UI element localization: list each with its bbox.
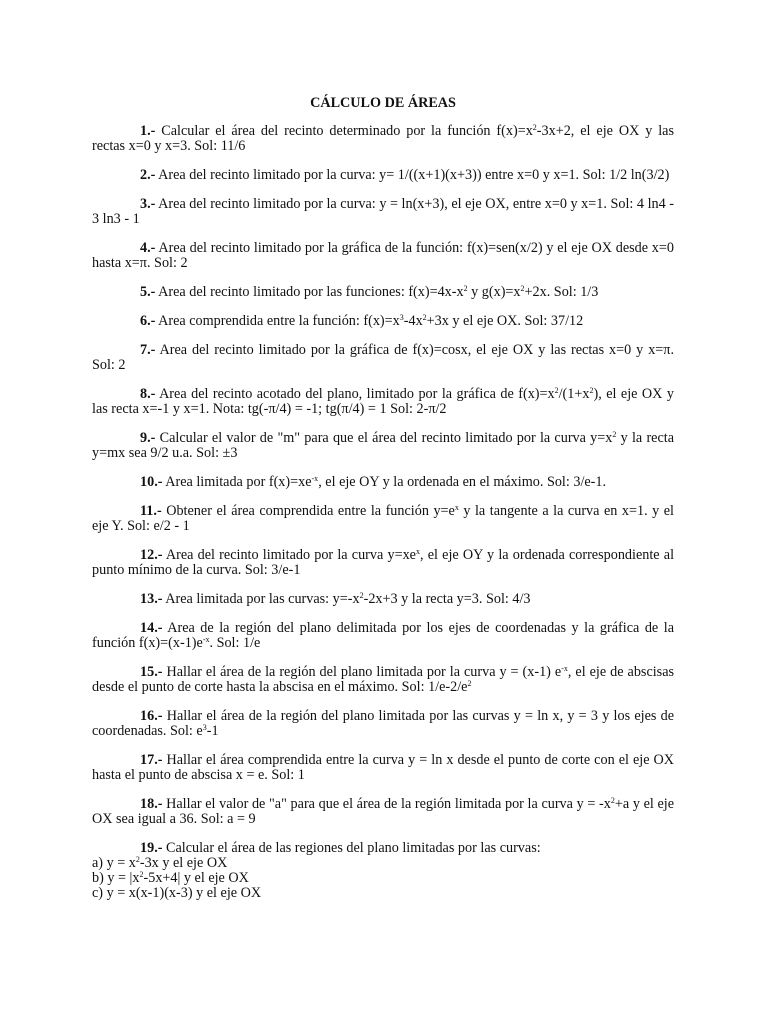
- problem-item: [92, 592, 674, 607]
- problem-text: 15.- Hallar el área de la región del plano limitada por la curva y = (x-1) $e^{-x}$, el eje de abscisas desde el punto de corte hasta la abscisa en el máximo. Sol: $1/e-2/e^2$: [92, 664, 675, 695]
- document-title: CÁLCULO DE ÁREAS: [310, 95, 456, 111]
- problem-text: 4.- Area del recinto limitado por la gráfica de la función: f(x)=sen(x/2) y el eje OX desde x=0 hasta x=π. Sol: 2: [92, 240, 674, 271]
- problem-item: [92, 621, 674, 651]
- problem-number: 4.-: [140, 240, 156, 256]
- problem-item: [92, 314, 674, 329]
- problem-number: 9.-: [140, 430, 156, 446]
- problem-item: [92, 168, 674, 183]
- problem-item: [92, 387, 674, 417]
- problem-text: 19.- Calcular el área de las regiones del plano limitadas por las curvas:: [140, 840, 541, 856]
- problem-item: [92, 343, 674, 373]
- problem-number: 18.-: [140, 796, 163, 812]
- problem-number: 16.-: [140, 708, 163, 724]
- problem-number: 19.-: [140, 840, 163, 856]
- problem-number: 5.-: [140, 284, 156, 300]
- problem-number: 8.-: [140, 386, 156, 402]
- problem-number: 3.-: [140, 196, 156, 212]
- problem-text: 17.- Hallar el área comprendida entre la curva y = ln x desde el punto de corte con el eje OX hasta el punto de abscisa x = e. Sol: 1: [92, 752, 675, 783]
- problem-subitem: c) y = x(x-1)(x-3) y el eje OX: [92, 885, 262, 901]
- problem-item: [92, 753, 674, 783]
- problem-item: [92, 285, 674, 300]
- problem-text: 5.- Area del recinto limitado por las funciones: $f(x)=4x-x^2$ y $g(x)=x^2+2x$. Sol: 1/3: [140, 284, 599, 300]
- problem-item: [92, 797, 674, 827]
- document-page: [92, 96, 674, 915]
- problem-number: 12.-: [140, 547, 163, 563]
- problem-item: [92, 241, 674, 271]
- problem-item: [92, 841, 674, 901]
- problem-text: 11.- Obtener el área comprendida entre la función $y=e^x$ y la tangente a la curva en x=1. y el eje Y. Sol: e/2 - 1: [92, 503, 675, 534]
- problem-text: 8.- Area del recinto acotado del plano, limitado por la gráfica de $f(x)=x^2/(1+x^2)$, el eje OX y las recta x=-1 y x=1. Nota: tg(-π/4) = -1; tg(π/4) = 1 Sol: 2-π/2: [92, 386, 674, 417]
- problem-text: 6.- Area comprendida entre la función: $f(x)=x^3-4x^2+3x$ y el eje OX. Sol: 37/12: [140, 313, 584, 329]
- problem-number: 17.-: [140, 752, 163, 768]
- problem-text: 9.- Calcular el valor de "m" para que el área del recinto limitado por la curva $y=x^2$ y la recta y=mx sea 9/2 u.a. Sol: ±3: [92, 430, 675, 461]
- problem-text: 18.- Hallar el valor de "a" para que el área de la región limitada por la curva $y = -x^2+a$ y el eje OX sea igual a 36. Sol: a = 9: [92, 796, 675, 827]
- problem-text: 2.- Area del recinto limitado por la curva: y= 1/((x+1)(x+3)) entre x=0 y x=1. Sol: 1/2 ln(3/2): [140, 167, 670, 183]
- problem-item: [92, 504, 674, 534]
- problem-number: 14.-: [140, 620, 163, 636]
- problem-text: 10.- Area limitada por $f(x)=xe^{-x}$, el eje OY y la ordenada en el máximo. Sol: 3/e-1.: [140, 474, 607, 490]
- problem-text: 7.- Area del recinto limitado por la gráfica de f(x)=cosx, el eje OX y las rectas x=0 y x=π. Sol: 2: [92, 342, 674, 373]
- problem-item: [92, 197, 674, 227]
- problem-number: 11.-: [140, 503, 162, 519]
- problem-number: 6.-: [140, 313, 156, 329]
- problem-number: 15.-: [140, 664, 163, 680]
- problem-number: 7.-: [140, 342, 156, 358]
- problem-subitem: a) $y = x^2-3x$ y el eje OX: [92, 855, 228, 871]
- problem-item: [92, 548, 674, 578]
- problem-number: 1.-: [140, 123, 156, 139]
- problem-item: [92, 124, 674, 154]
- problem-text: 14.- Area de la región del plano delimitada por los ejes de coordenadas y la gráfica de la función $f(x)=(x-1)e^{-x}$. Sol: 1/e: [92, 620, 674, 651]
- problem-number: 13.-: [140, 591, 163, 607]
- problem-text: 16.- Hallar el área de la región del plano limitada por las curvas y = ln x, y = 3 y los ejes de coordenadas. Sol: $e^3-1$: [92, 708, 675, 739]
- problem-item: [92, 475, 674, 490]
- problem-item: [92, 665, 674, 695]
- problem-number: 2.-: [140, 167, 156, 183]
- problem-text: 12.- Area del recinto limitado por la curva $y=xe^x$, el eje OY y la ordenada correspondiente al punto mínimo de la curva. Sol: 3/e-1: [92, 547, 675, 578]
- problem-item: [92, 709, 674, 739]
- problem-text: 1.- Calcular el área del recinto determinado por la función $f(x)=x^2-3x+2$, el eje OX y las rectas x=0 y x=3. Sol: 11/6: [92, 123, 674, 154]
- problem-item: [92, 431, 674, 461]
- problem-text: 3.- Area del recinto limitado por la curva: y = ln(x+3), el eje OX, entre x=0 y x=1. Sol: 4 ln4 - 3 ln3 - 1: [92, 196, 674, 227]
- problem-text: 13.- Area limitada por las curvas: $y=-x^2-2x+3$ y la recta y=3. Sol: 4/3: [140, 591, 531, 607]
- problem-list: [92, 124, 674, 901]
- problem-subitem: b) $y = |x^2-5x+4|$ y el eje OX: [92, 870, 249, 886]
- problem-number: 10.-: [140, 474, 163, 490]
